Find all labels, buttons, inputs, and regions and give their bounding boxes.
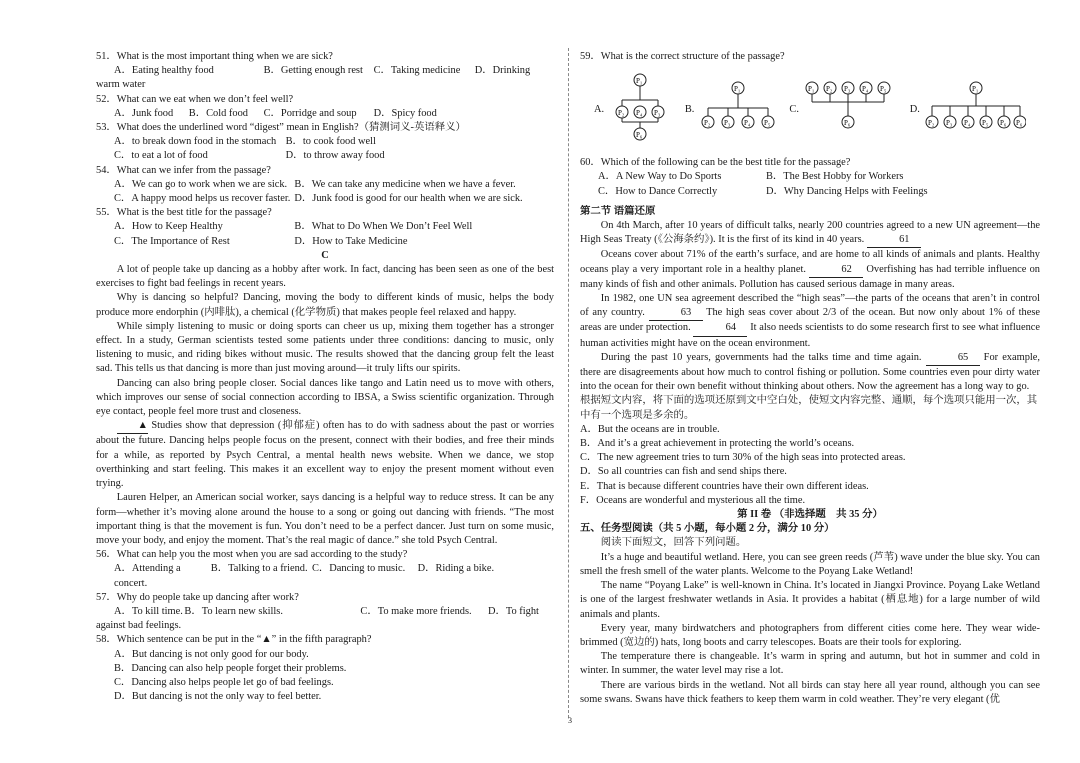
option-b: B．And it’s a great achievement in protecting the world’s oceans. bbox=[580, 438, 855, 450]
q52-option-d: D．Spicy food bbox=[373, 107, 437, 119]
q54-options-cd bbox=[96, 192, 554, 206]
svg-text:P₅: P₅ bbox=[880, 85, 887, 94]
q59-option-a-label: A. bbox=[594, 104, 605, 116]
option-c: C．The new agreement tries to turn 30% of the high seas into protected areas. bbox=[580, 452, 906, 464]
q59-stem: 59．What is the correct structure of the passage? bbox=[580, 51, 785, 62]
blank-63: 63 bbox=[649, 306, 703, 321]
q60-option-c: C．How to Dance Correctly bbox=[598, 185, 718, 197]
q56-option-d: D．Riding a bike. bbox=[417, 563, 495, 575]
q53-option-a: A．to break down food in the stomach bbox=[114, 136, 277, 148]
q57-options bbox=[96, 605, 554, 619]
wetland-paragraph-2: The name “Poyang Lake” is well-known in China. It’s located in Jiangxi Province. Poyang Lake Wetland is one of the largest freshwater wetlands in Asia. It provides a habitat (栖息地) for a large number of wild animals and plants. bbox=[580, 580, 1040, 620]
q52-option-c: C．Porridge and soup bbox=[263, 107, 357, 119]
svg-text:P₁: P₁ bbox=[733, 85, 740, 94]
option-e: E．That is because different countries have their own different ideas. bbox=[580, 480, 869, 492]
q52-option-a: A．Junk food bbox=[114, 107, 174, 119]
q52-options bbox=[96, 107, 554, 121]
svg-text:P₄: P₄ bbox=[963, 119, 970, 128]
q54-option-c: C．A happy mood helps us recover faster. bbox=[114, 193, 291, 205]
q58-stem-b: ” in the fifth paragraph? bbox=[271, 634, 372, 646]
blank-61: 61 bbox=[867, 233, 921, 248]
passage-c-paragraph-5 bbox=[96, 419, 554, 491]
wetland-paragraph-4: The temperature there is changeable. It’s warm in spring and autumn, but hot in summer and cold in winter. In summer, the water level may rise a lot. bbox=[580, 651, 1040, 677]
blank-triangle-marker: ▲ bbox=[117, 419, 148, 434]
treaty-paragraph-1-text: On 4th March, after 10 years of difficult talks, nearly 200 countries agreed to a new UN agreement—the High Seas Treaty (《公海条约》). It is the first of its kind in 40 years. bbox=[580, 220, 1040, 246]
svg-text:P₄: P₄ bbox=[743, 119, 750, 128]
structure-diagram-a bbox=[608, 72, 671, 148]
wetland-paragraph-1: It’s a huge and beautiful wetland. Here, you can see green reeds (芦苇) wave under the blue sky. You can smell the fresh smell of the water plants. Welcome to the Poyang Lake Wetland! bbox=[580, 551, 1040, 577]
q51-option-d-cont: warm water bbox=[96, 79, 146, 91]
svg-text:P₃: P₃ bbox=[945, 119, 952, 128]
q51-option-c: C．Taking medicine bbox=[373, 65, 461, 77]
svg-text:P₄: P₄ bbox=[635, 109, 643, 118]
q56-stem: 56．What can help you the most when you are sad according to the study? bbox=[96, 549, 408, 561]
q56-options bbox=[96, 562, 554, 590]
option-f: F．Oceans are wonderful and mysterious all the time. bbox=[580, 494, 806, 506]
blank-62: 62 bbox=[809, 263, 863, 278]
structure-diagram-c bbox=[803, 72, 896, 148]
q53-options-cd bbox=[96, 149, 554, 163]
q57-option-d-cont: against bad feelings. bbox=[96, 620, 182, 632]
q60-option-b: B．The Best Hobby for Workers bbox=[765, 171, 904, 183]
treaty-paragraph-2 bbox=[580, 248, 1040, 292]
q51-option-a: A．Eating healthy food bbox=[114, 65, 214, 77]
blank-64: 64 bbox=[693, 321, 747, 336]
option-a: A．But the oceans are in trouble. bbox=[580, 423, 720, 435]
treaty-paragraph-2-text-b: Overfishing has had terrible influence on many kinds of fish and other animals. Pollution has caused serious damage in many areas. bbox=[580, 263, 1040, 290]
q59-structure-diagrams bbox=[594, 66, 1040, 154]
q51-stem: 51．What is the most important thing when we are sick? bbox=[96, 51, 333, 62]
q58-option-b: B．Dancing can also help people forget their problems. bbox=[114, 662, 347, 674]
q57-stem: 57．Why do people take up dancing after work? bbox=[96, 591, 299, 603]
svg-text:P₃: P₃ bbox=[653, 109, 661, 118]
section-5-heading: 五、任务型阅读（共 5 小题，每小题 2 分，满分 10 分） bbox=[580, 523, 835, 535]
svg-text:P₂: P₂ bbox=[617, 109, 625, 118]
svg-text:P₃: P₃ bbox=[723, 119, 730, 128]
q58-stem-a: 58．Which sentence can be put in the “ bbox=[96, 634, 262, 646]
q60-options-cd bbox=[580, 185, 1040, 199]
svg-text:P₄: P₄ bbox=[862, 85, 869, 94]
q58-option-d: D．But dancing is not the only way to feel better. bbox=[114, 691, 322, 703]
q58-option-c: C．Dancing also helps people let go of bad feelings. bbox=[114, 676, 334, 688]
q52-stem: 52．What can we eat when we don’t feel well? bbox=[96, 93, 294, 105]
svg-text:P₆: P₆ bbox=[999, 119, 1006, 128]
passage-c-paragraph-2: Why is dancing so helpful? Dancing, moving the body to different kinds of music, helps the body produce more endorphin (内啡肽), a chemical (化学物质) that makes people feel relaxed and happy. bbox=[96, 292, 554, 318]
q53-stem: 53．What does the underlined word “digest” mean in English?（猜测词义-英语释义） bbox=[96, 122, 466, 134]
q58-triangle-marker: ▲ bbox=[261, 634, 272, 646]
q60-options-ab bbox=[580, 170, 1040, 184]
q59-option-d-label: D. bbox=[909, 104, 920, 116]
q51-option-d: D．Drinking bbox=[474, 65, 531, 77]
svg-text:P₅: P₅ bbox=[981, 119, 988, 128]
svg-text:P₂: P₂ bbox=[703, 119, 710, 128]
q55-options-cd bbox=[96, 235, 554, 249]
q57-option-a: A．To kill time. bbox=[114, 605, 183, 617]
q59-option-c-label: C. bbox=[789, 104, 799, 116]
passage-c-paragraph-6: Lauren Helper, an American social worker, says dancing is a helpful way to reduce stress. It can be any form—whether it’s moving alone around the house to a song or going out dancing with friends. “The most important thing is that the movement is fun. You don’t need to be a perfect dancer. Just turn on some music, move your body, and enjoy the moment. That’s the real magic of dance.” she told Psych Central. bbox=[96, 492, 554, 546]
q51-option-b: B．Getting enough rest bbox=[263, 65, 363, 77]
q51-options bbox=[96, 64, 554, 78]
q53-option-b: B．to cook food well bbox=[285, 136, 376, 148]
q59-option-b-label: B. bbox=[684, 104, 695, 116]
q56-option-a: A．Attending a concert. bbox=[114, 563, 181, 589]
svg-text:P₁: P₁ bbox=[971, 85, 978, 94]
q53-option-d: D．to throw away food bbox=[285, 150, 385, 162]
svg-text:P₁: P₁ bbox=[635, 77, 643, 86]
treaty-paragraph-3-text-c: It also needs scientists to do some research first to see what influence human activities might have on the ocean environment. bbox=[580, 322, 1041, 349]
svg-text:P₅: P₅ bbox=[763, 119, 770, 128]
q58-stem bbox=[96, 633, 554, 647]
q60-option-a: A．A New Way to Do Sports bbox=[598, 171, 722, 183]
treaty-paragraph-4-text-b: For example, there are disagreements about how much to control fishing or pollution. Some countries even pour dirty water into the ocean for their own benefit without thinking about others. Now the agreement has a long way to go. bbox=[580, 351, 1040, 393]
q54-stem: 54．What can we infer from the passage? bbox=[96, 164, 271, 176]
wetland-paragraph-3: Every year, many birdwatchers and photographers from different cities come here. They wear wide-brimmed (宽边的) hats, long boots and carry telescopes. Boats are their tools for exploring. bbox=[580, 622, 1040, 648]
left-column bbox=[96, 50, 554, 704]
q58-option-a: A．But dancing is not only good for our body. bbox=[114, 648, 309, 660]
svg-text:P₁: P₁ bbox=[808, 85, 815, 94]
q53-option-c: C．to eat a lot of food bbox=[114, 150, 208, 162]
q60-stem: 60．Which of the following can be the best title for the passage? bbox=[580, 157, 851, 169]
blank-65: 65 bbox=[926, 351, 980, 366]
q52-option-b: B．Cold food bbox=[188, 107, 248, 119]
volume-2-heading: 第 II 卷 （非选择题 共 35 分） bbox=[737, 509, 883, 521]
page-number: 3 bbox=[568, 716, 572, 725]
right-column bbox=[580, 50, 1040, 707]
q53-options-ab bbox=[96, 135, 554, 149]
treaty-paragraph-4 bbox=[580, 351, 1040, 395]
passage-c-paragraph-3: While simply listening to music or doing sports can cheer us up, mixing them together has a stronger effect. In a study, German scientists tested some patients under three conditions: dancing to music, only listening to music, and riding bikes without music. The results showed that the dancing group felt the least sad. This tells us that dancing is more than just moving around—it truly lifts our spirits. bbox=[96, 320, 554, 375]
svg-text:P₂: P₂ bbox=[927, 119, 934, 128]
passage-c-paragraph-1: A lot of people take up dancing as a hobby after work. In fact, dancing has been seen as one of the best exercises to fight bad feelings in recent years. bbox=[96, 264, 554, 290]
column-divider bbox=[568, 48, 569, 718]
structure-diagram-b bbox=[699, 72, 776, 148]
treaty-paragraph-1 bbox=[580, 219, 1040, 248]
q57-option-d: D．To fight bbox=[487, 605, 539, 617]
treaty-paragraph-3-text-b: The high seas cover about 2/3 of the ocean. But now only about 1% of these areas are under protection. bbox=[580, 307, 1040, 334]
structure-diagram-d bbox=[924, 72, 1026, 148]
section-2-instructions: 根据短文内容，将下面的选项还原到文中空白处，使短文内容完整、通顺，每个选项只能用一次，其中有一个选项是多余的。 bbox=[580, 395, 1038, 421]
svg-text:P₆: P₆ bbox=[635, 131, 643, 140]
q57-option-c: C．To make more friends. bbox=[360, 605, 472, 617]
q55-option-a: A．How to Keep Healthy bbox=[114, 221, 223, 233]
q56-option-b: B．Talking to a friend. bbox=[210, 563, 308, 575]
passage-c-paragraph-5-text: Studies show that depression (抑郁症) often has to do with sadness about the past or worries about the future. Dancing helps people focus on the present, connect with their bodies, and free their minds for a while, as reported by Psych Central, a mental health news website. When we dance, we stop overthinking and start feeling. This makes it an excellent way to enjoy the present moment without even trying. bbox=[96, 420, 554, 490]
q54-options-ab bbox=[96, 178, 554, 192]
treaty-paragraph-4-text-a: During the past 10 years, governments had the talks time and time again. bbox=[600, 351, 922, 363]
q54-option-d: D．Junk food is good for our health when we are sick. bbox=[294, 193, 523, 205]
q55-option-b: B．What to Do When We Don’t Feel Well bbox=[294, 221, 473, 233]
q55-stem: 55．What is the best title for the passage? bbox=[96, 207, 272, 219]
q56-option-c: C．Dancing to music. bbox=[311, 563, 406, 575]
svg-text:P₆: P₆ bbox=[844, 119, 851, 128]
q55-options-ab bbox=[96, 220, 554, 234]
option-d: D．So all countries can fish and send ships there. bbox=[580, 466, 787, 478]
section-c-heading: C bbox=[321, 249, 329, 261]
treaty-paragraph-2-text-a: Oceans cover about 71% of the earth’s surface, and are home to all kinds of animals and plants. Healthy oceans play a very important role in a healthy planet. bbox=[580, 249, 1040, 275]
treaty-paragraph-3-text-a: In 1982, one UN sea agreement described the “high seas”—the parts of the oceans that aren’t in control of any country. bbox=[580, 293, 1040, 319]
svg-text:P₂: P₂ bbox=[826, 85, 833, 94]
passage-c-paragraph-4: Dancing can also bring people closer. Social dances like tango and Latin need us to move with others, which improves our sense of social connection according to IBSA, a Swiss scientific organization. Through eye contact, people feel more trust and closeness. bbox=[96, 377, 554, 418]
svg-text:P₆: P₆ bbox=[1015, 119, 1022, 128]
q54-option-b: B．We can take any medicine when we have a fever. bbox=[294, 178, 516, 190]
q57-option-b: B．To learn new skills. bbox=[184, 605, 283, 617]
q60-option-d: D．Why Dancing Helps with Feelings bbox=[765, 185, 928, 197]
svg-text:P₃: P₃ bbox=[844, 85, 851, 94]
section-2-title: 第二节 语篇还原 bbox=[580, 205, 656, 217]
q54-option-a: A．We can go to work when we are sick. bbox=[114, 178, 288, 190]
wetland-paragraph-5: There are various birds in the wetland. Not all birds can stay here all year round, although you can see some swans. Swans have thick feathers to keep them warm in cold weather. They’re very elegant (优 bbox=[580, 679, 1040, 705]
treaty-paragraph-3 bbox=[580, 292, 1040, 351]
q55-option-d: D．How to Take Medicine bbox=[294, 235, 408, 247]
section-5-instructions: 阅读下面短文，回答下列问题。 bbox=[600, 537, 747, 549]
q55-option-c: C．The Importance of Rest bbox=[114, 235, 230, 247]
